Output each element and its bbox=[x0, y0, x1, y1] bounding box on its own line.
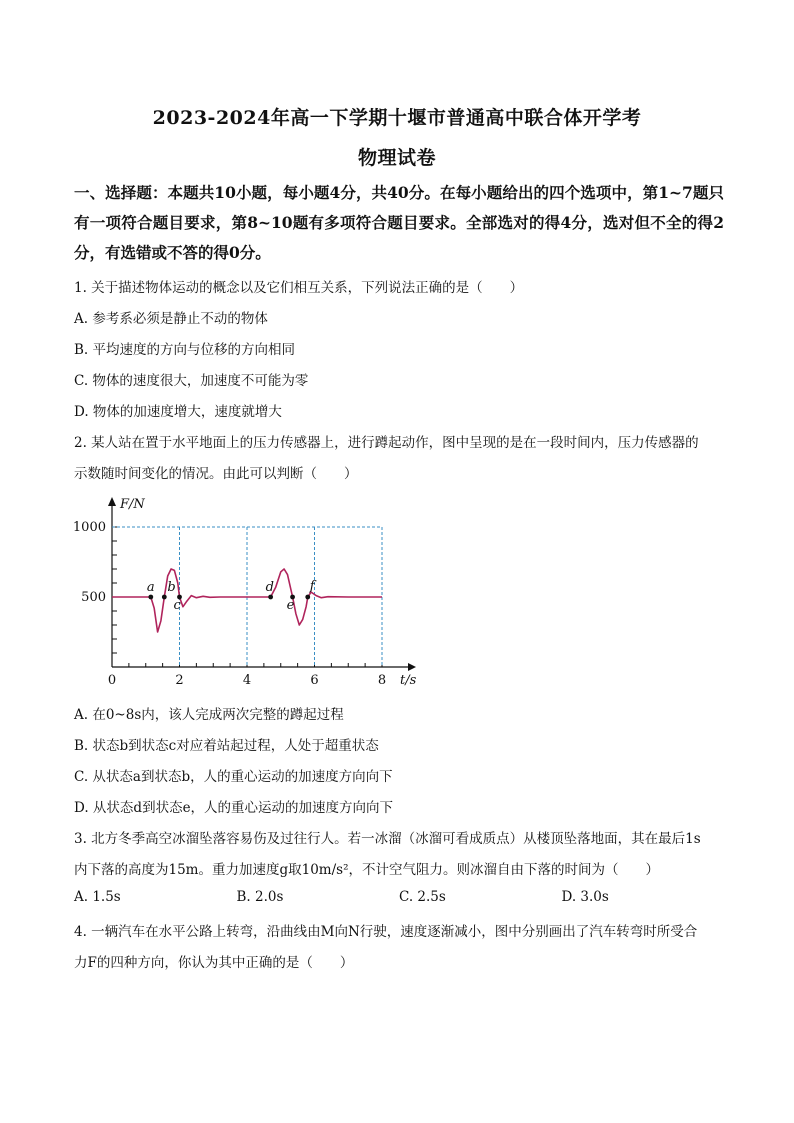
point-f bbox=[305, 595, 310, 600]
y-tick-label: 500 bbox=[81, 590, 106, 605]
x-tick-label: 2 bbox=[175, 673, 184, 688]
exam-subtitle: 物理试卷 bbox=[357, 147, 436, 169]
point-a bbox=[148, 595, 153, 600]
x-axis-label: t/s bbox=[400, 673, 417, 688]
point-label-b: b bbox=[167, 580, 176, 595]
q2-option-b: B. 状态b到状态c对应着站起过程，人处于超重状态 bbox=[74, 738, 379, 754]
x-tick-label: 4 bbox=[242, 673, 252, 688]
q1-stem: 1. 关于描述物体运动的概念以及它们相互关系，下列说法正确的是（ ） bbox=[74, 280, 524, 296]
q2-stem-line2: 示数随时间变化的情况。由此可以判断（ ） bbox=[74, 466, 358, 482]
force-time-chart bbox=[70, 492, 420, 692]
y-axis-label: F/N bbox=[120, 497, 145, 512]
q1-option-c: C. 物体的速度很大，加速度不可能为零 bbox=[74, 373, 309, 389]
q3-option-c: C. 2.5s bbox=[399, 889, 446, 905]
q1-option-d: D. 物体的加速度增大，速度就增大 bbox=[74, 404, 282, 420]
q3-stem-line2: 内下落的高度为15m。重力加速度g取10m/s²，不计空气阻力。则冰溜自由下落的时间为（ ） bbox=[74, 862, 659, 878]
q3-option-d: D. 3.0s bbox=[561, 889, 609, 905]
q3-options bbox=[74, 889, 724, 905]
q2-option-c: C. 从状态a到状态b，人的重心运动的加速度方向向下 bbox=[74, 769, 393, 785]
q2-stem-line1: 2. 某人站在置于水平地面上的压力传感器上，进行蹲起动作，图中呈现的是在一段时间内，压力传感器的 bbox=[74, 435, 699, 451]
q2-option-a: A. 在0~8s内，该人完成两次完整的蹲起过程 bbox=[74, 707, 344, 723]
q3-stem-line1: 3. 北方冬季高空冰溜坠落容易伤及过往行人。若一冰溜（冰溜可看成质点）从楼顶坠落地面，其在最后1s bbox=[74, 831, 701, 847]
y-tick-label: 1000 bbox=[72, 520, 106, 535]
x-tick-label: 6 bbox=[310, 673, 319, 688]
q3-option-b: B. 2.0s bbox=[236, 889, 284, 905]
point-label-e: e bbox=[286, 598, 295, 613]
q1-option-b: B. 平均速度的方向与位移的方向相同 bbox=[74, 342, 296, 358]
x-tick-label: 8 bbox=[377, 673, 387, 688]
point-d bbox=[268, 595, 273, 600]
point-b bbox=[162, 595, 167, 600]
y-axis-arrow bbox=[108, 497, 116, 506]
point-label-d: d bbox=[265, 580, 274, 595]
section1-heading: 一、选择题：本题共10小题，每小题4分，共40分。在每小题给出的四个选项中，第1~7题只有一项符合题目要求，第8~10题有多项符合题目要求。全部选对的得4分，选对但不全的得2分，有选错或不答的得0分。 bbox=[74, 183, 724, 262]
q4-stem-line2: 力F的四种方向，你认为其中正确的是（ ） bbox=[74, 955, 354, 971]
x-axis-arrow bbox=[408, 663, 416, 671]
q4-stem-line1: 4. 一辆汽车在水平公路上转弯，沿曲线由M向N行驶，速度逐渐减小，图中分别画出了汽车转弯时所受合 bbox=[74, 924, 698, 940]
q2-option-d: D. 从状态d到状态e，人的重心运动的加速度方向向下 bbox=[74, 800, 394, 816]
q3-option-a: A. 1.5s bbox=[74, 889, 121, 905]
x-tick-label: 0 bbox=[107, 673, 117, 688]
point-label-c: c bbox=[173, 598, 181, 613]
point-label-a: a bbox=[146, 580, 155, 595]
q1-option-a: A. 参考系必须是静止不动的物体 bbox=[74, 311, 268, 327]
point-label-f: f bbox=[309, 579, 315, 594]
exam-title: 2023-2024年高一下学期十堰市普通高中联合体开学考 bbox=[152, 107, 642, 129]
